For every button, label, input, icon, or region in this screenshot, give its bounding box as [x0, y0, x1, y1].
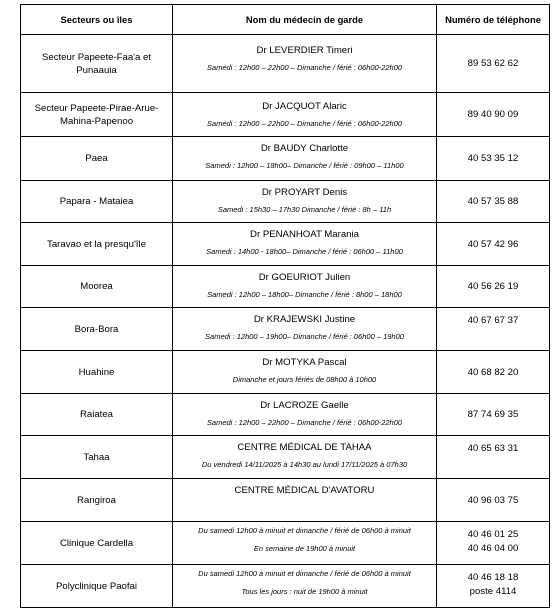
- phone-cell: [437, 308, 550, 351]
- doctor-cell: [173, 223, 437, 266]
- table-row: [21, 394, 550, 436]
- doctor-cell: [173, 436, 437, 479]
- sector-cell: Secteur Papeete-Pirae-Arue-Mahina-Papenoo: [21, 93, 173, 137]
- sector-cell: Secteur Papeete-Faa'a et Punaauia: [21, 35, 173, 93]
- clinic-hours-line: Du samedi 12h00 à minuit et dimanche / férié de 06h00 à minuit: [198, 526, 411, 535]
- sector-cell: Bora-Bora: [21, 308, 173, 351]
- sector-cell: Polyclinique Paofai: [21, 565, 173, 608]
- phone-cell: 89 40 90 09: [437, 93, 550, 137]
- doctor-name: Dr KRAJEWSKI Justine: [253, 314, 356, 325]
- phone-cell: 87 74 69 35: [437, 394, 550, 436]
- doctor-cell: [173, 394, 437, 436]
- sector-cell: Papara - Mataiea: [21, 181, 173, 223]
- phone-cell: [437, 436, 550, 479]
- schedule: Samedi : 12h00 – 19h00– Dimanche / férié : 06h00 – 19h00: [205, 332, 404, 341]
- table-row: [21, 479, 550, 522]
- sector-cell: Huahine: [21, 351, 173, 394]
- sector-cell: Moorea: [21, 266, 173, 308]
- phone-cell: 40 96 03 75: [437, 479, 550, 522]
- sector-cell: Raiatea: [21, 394, 173, 436]
- doctor-cell: [173, 266, 437, 308]
- schedule: Samedi : 12h00 – 22h00 – Dimanche / férié : 06h00-22h00: [206, 418, 403, 427]
- header-row: [21, 5, 550, 35]
- sector-cell: Paea: [21, 137, 173, 181]
- schedule: Samedi : 12h00 – 18h00– Dimanche / férié : 09h00 – 11h00: [205, 161, 404, 170]
- clinic-hours-line: Tous les jours : nuit de 19h00 à minuit: [241, 587, 368, 596]
- table-row: [21, 223, 550, 266]
- table-row: [21, 308, 550, 351]
- doctor-name: CENTRE MÉDICAL D'AVATORU: [234, 485, 375, 496]
- phone-cell: 40 56 26 19: [437, 266, 550, 308]
- header-phone: Numéro de téléphone: [437, 5, 550, 35]
- phone-number: 40 46 18 18: [467, 572, 519, 583]
- phone-number: 40 65 63 31: [467, 443, 519, 454]
- table-row: [21, 565, 550, 608]
- doctor-cell: [173, 181, 437, 223]
- phone-number: 40 46 04 00: [467, 543, 519, 554]
- doctor-cell: [173, 137, 437, 181]
- phone-cell: 40 57 42 96: [437, 223, 550, 266]
- sector-cell: Tahaa: [21, 436, 173, 479]
- phone-number: 40 46 01 25: [467, 529, 519, 540]
- doctor-name: Dr GOEURIOT Julien: [258, 272, 351, 283]
- doctor-cell: [173, 35, 437, 93]
- phone-cell: 40 53 35 12: [437, 137, 550, 181]
- schedule: Samedi : 12h00 – 22h00 – Dimanche / férié : 06h00-22h00: [206, 63, 403, 72]
- doctor-name: Dr JACQUOT Alaric: [262, 101, 347, 112]
- schedule: Samedi : 12h00 – 22h00 – Dimanche / férié : 06h00-22h00: [206, 119, 403, 128]
- schedule: Dimanche et jours fériés de 08h00 à 10h00: [232, 375, 377, 384]
- doctor-cell: [173, 351, 437, 394]
- phone-cell: 40 57 35 88: [437, 181, 550, 223]
- header-doctor: Nom du médecin de garde: [173, 5, 437, 35]
- sector-cell: Clinique Cardella: [21, 522, 173, 565]
- doctor-name: Dr BAUDY Charlotte: [260, 143, 349, 154]
- on-call-doctors-table: [20, 4, 550, 608]
- phone-number: poste 4114: [469, 586, 517, 597]
- clinic-hours-cell: [173, 565, 437, 608]
- phone-number: 40 67 67 37: [467, 315, 519, 326]
- doctor-name: Dr LACROZE Gaelle: [260, 400, 349, 411]
- clinic-hours-cell: [173, 522, 437, 565]
- table-row: [21, 522, 550, 565]
- table-row: [21, 93, 550, 137]
- doctor-cell: [173, 479, 437, 522]
- schedule: Samedi : 14h00 - 18h00– Dimanche / férié : 06h00 – 11h00: [206, 247, 403, 256]
- doctor-name: Dr MOTYKA Pascal: [262, 357, 347, 368]
- sector-cell: Rangiroa: [21, 479, 173, 522]
- doctor-name: Dr LEVERDIER Timeri: [256, 45, 353, 56]
- table-row: [21, 137, 550, 181]
- table-row: [21, 266, 550, 308]
- clinic-hours-line: En semaine de 19h00 à minuit: [253, 544, 356, 553]
- doctor-cell: [173, 308, 437, 351]
- table-row: [21, 181, 550, 223]
- phone-cell: 40 68 82 20: [437, 351, 550, 394]
- table-row: [21, 35, 550, 93]
- sector-cell: Taravao et la presqu'île: [21, 223, 173, 266]
- phone-cell: 89 53 62 62: [437, 35, 550, 93]
- doctor-name: Dr PROYART Denis: [261, 187, 348, 198]
- doctor-cell: [173, 93, 437, 137]
- clinic-hours-line: Du samedi 12h00 à minuit et dimanche / férié de 06h00 à minuit: [198, 569, 411, 578]
- schedule: Samedi : 12h00 – 18h00– Dimanche / férié : 8h00 – 18h00: [207, 290, 402, 299]
- schedule: Du vendredi 14/11/2025 à 14h30 au lundi 17/11/2025 à 07h30: [201, 460, 408, 469]
- schedule: Samedi : 15h30 – 17h30 Dimanche / férié : 8h – 11h: [217, 205, 392, 214]
- phone-cell: [437, 565, 550, 608]
- doctor-name: CENTRE MÉDICAL DE TAHAA: [237, 442, 372, 453]
- table-row: [21, 436, 550, 479]
- phone-cell: [437, 522, 550, 565]
- doctor-name: Dr PENANHOAT Marania: [250, 229, 359, 240]
- header-sector: Secteurs ou îles: [21, 5, 173, 35]
- table-row: [21, 351, 550, 394]
